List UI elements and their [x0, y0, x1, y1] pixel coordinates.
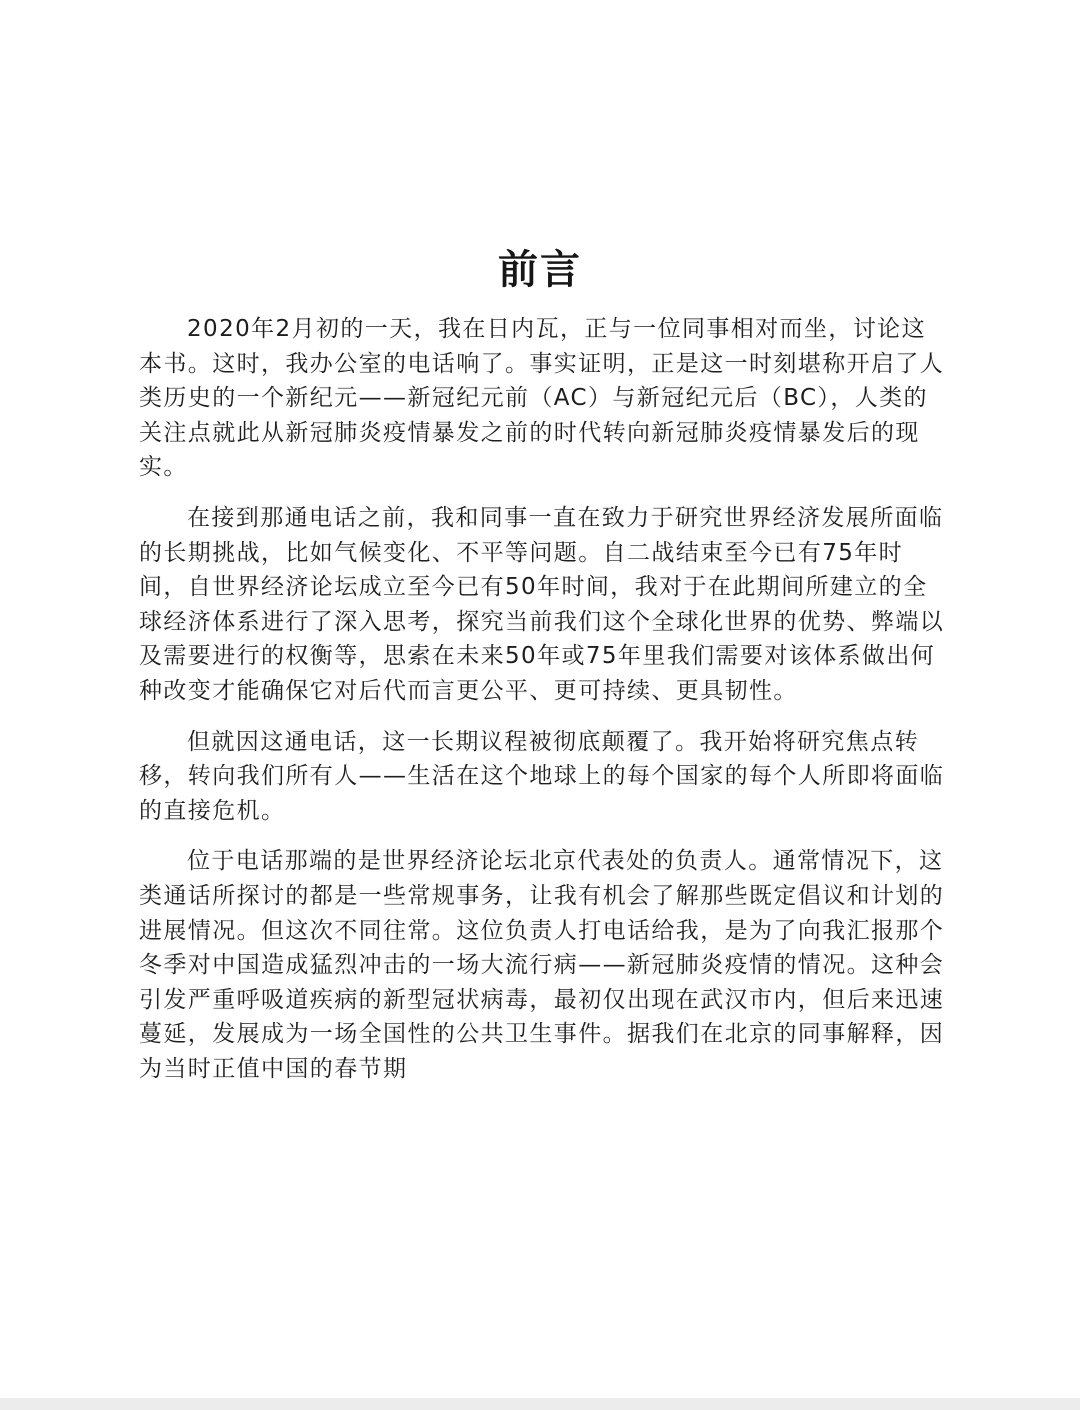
paragraph-3: 但就因这通电话，这一长期议程被彻底颠覆了。我开始将研究焦点转移，转向我们所有人——生活在这个地球上的每个国家的每个人所即将面临的直接危机。 — [139, 728, 945, 824]
page-title: 前言 — [498, 245, 582, 293]
paragraph-4: 位于电话那端的是世界经济论坛北京代表处的负责人。通常情况下，这类通话所探讨的都是一些常规事务，让我有机会了解那些既定倡议和计划的进展情况。但这次不同往常。这位负责人打电话给我，是为了向我汇报那个冬季对中国造成猛烈冲击的一场大流行病——新冠肺炎疫情的情况。这种会引发严重呼吸道疾病的新型冠状病毒，最初仅出现在武汉市内，但后来迅速蔓延，发展成为一场全国性的公共卫生事件。据我们在北京的同事解释，因为当时正值中国的春节期 — [139, 848, 945, 1082]
paragraph-2: 在接到那通电话之前，我和同事一直在致力于研究世界经济发展所面临的长期挑战，比如气候变化、不平等问题。自二战结束至今已有75年时间，自世界经济论坛成立至今已有50年时间，我对于在此期间所建立的全球经济体系进行了深入思考，探究当前我们这个全球化世界的优势、弊端以及需要进行的权衡等，思索在未来50年或75年里我们需要对该体系做出何种改变才能确保它对后代而言更公平、更可持续、更具韧性。 — [139, 504, 945, 704]
bottom-edge-band — [0, 1398, 1080, 1410]
paragraph-1: 2020年2月初的一天，我在日内瓦，正与一位同事相对而坐，讨论这本书。这时，我办公室的电话响了。事实证明，正是这一时刻堪称开启了人类历史的一个新纪元——新冠纪元前（AC）与新冠纪元后（BC），人类的关注点就此从新冠肺炎疫情暴发之前的时代转向新冠肺炎疫情暴发后的现实。 — [139, 316, 945, 481]
chapter-body — [139, 312, 945, 1102]
